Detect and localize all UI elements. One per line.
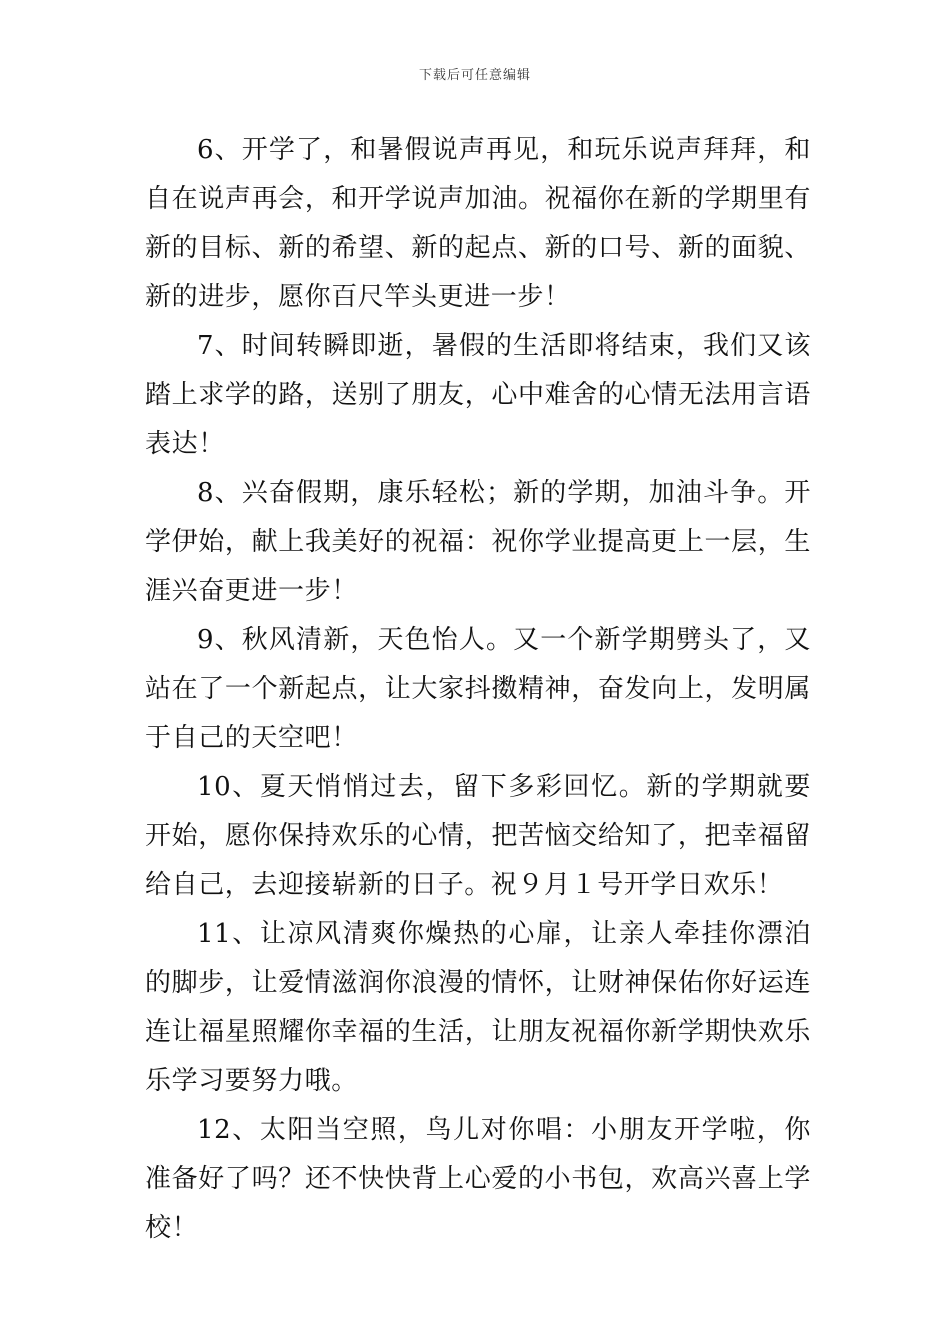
page-header: 下载后可任意编辑 (418, 68, 531, 83)
paragraph-7: 7、时间转瞬即逝，暑假的生活即将结束，我们又该踏上求学的路，送别了朋友，心中难舍的心情无法用言语表达！ (145, 331, 811, 459)
paragraph-11: 11、让凉风清爽你燥热的心扉，让亲人牵挂你漂泊的脚步，让爱情滋润你浪漫的情怀，让财神保佑你好运连连让福星照耀你幸福的生活，让朋友祝福你新学期快欢乐乐学习要努力哦。 (145, 919, 811, 1096)
paragraph-9: 9、秋风清新，天色怡人。又一个新学期劈头了，又站在了一个新起点，让大家抖擞精神，奋发向上，发明属于自己的天空吧！ (145, 625, 811, 753)
paragraph-8: 8、兴奋假期，康乐轻松；新的学期，加油斗争。开学伊始，献上我美好的祝福：祝你学业提高更上一层，生涯兴奋更进一步！ (145, 478, 811, 606)
paragraph-6: 6、开学了，和暑假说声再见，和玩乐说声拜拜，和自在说声再会，和开学说声加油。祝福你在新的学期里有新的目标、新的希望、新的起点、新的口号、新的面貌、新的进步，愿你百尺竿头更进一步！ (145, 135, 811, 312)
paragraph-12: 12、太阳当空照，鸟儿对你唱：小朋友开学啦，你准备好了吗？还不快快背上心爱的小书包，欢高兴喜上学校！ (145, 1115, 811, 1243)
document-body (145, 126, 811, 1253)
paragraph-10: 10、夏天悄悄过去，留下多彩回忆。新的学期就要开始，愿你保持欢乐的心情，把苦恼交给知了，把幸福留给自己，去迎接崭新的日子。祝９月１号开学日欢乐！ (145, 772, 811, 900)
